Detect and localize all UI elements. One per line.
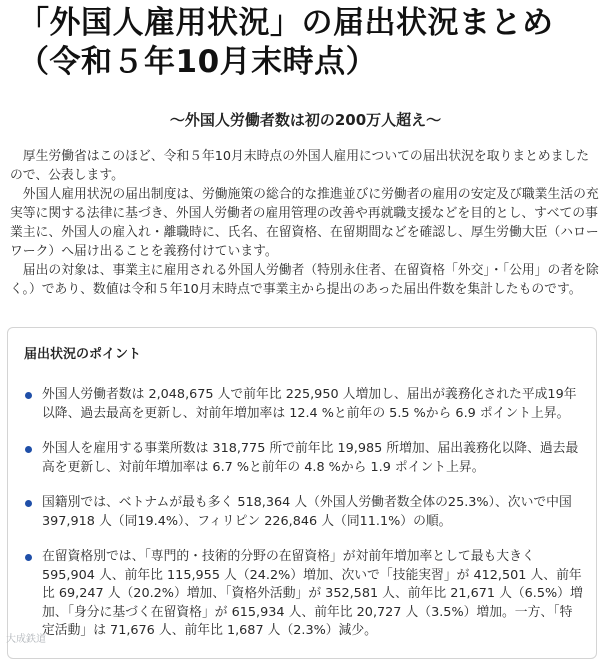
key-point-text: 在留資格別では、「専門的・技術的分野の在留資格」が対前年増加率として最も大きく 595,904 人、前年比 115,955 人（24.2%）増加、次いで「技能実習」が 412,501 人、前年比 69,247 人（20.2%）増加、「資格外活動」が 352,581 人、前年比 21,671 人（6.5%）増加、「身分に基づく在留資格」が 615,934 人、前年比 20,727 人（3.5%）増加。一方、「特定活動」は 71,676 人、前年比 1,687 人（2.3%）減少。 [42, 549, 583, 638]
bullet-icon [25, 446, 32, 453]
key-points-heading: 届出状況のポイント [24, 347, 142, 362]
key-point-item [24, 386, 584, 423]
intro-paragraph: 外国人雇用状況の届出制度は、労働施策の総合的な推進並びに労働者の雇用の安定及び職業生活の充実等に関する法律に基づき、外国人労働者の雇用管理の改善や再就職支援などを目的とし、すべての事業主に、外国人の雇入れ・離職時に、氏名、在留資格、在留期間などを確認し、厚生労働大臣（ハローワーク）へ届け出ることを義務付けています。 [10, 187, 599, 259]
intro-text [10, 147, 602, 299]
key-point-item [24, 548, 584, 641]
bullet-icon [25, 500, 32, 507]
page-title: 「外国人雇用状況」の届出状況まとめ（令和５年10月末時点） [18, 5, 554, 80]
key-point-text: 国籍別では、ベトナムが最も多く 518,364 人（外国人労働者数全体の25.3%）、次いで中国 397,918 人（同19.4%）、フィリピン 226,846 人（同11.1%）の順。 [42, 495, 572, 529]
key-point-text: 外国人を雇用する事業所数は 318,775 所で前年比 19,985 所増加、届出義務化以降、過去最高を更新し、対前年増加率は 6.7 %と前年の 4.8 %から 1.9 ポイント上昇。 [42, 441, 579, 475]
key-point-item [24, 440, 584, 477]
key-point-text: 外国人労働者数は 2,048,675 人で前年比 225,950 人増加し、届出が義務化された平成19年以降、過去最高を更新し、対前年増加率は 12.4 %と前年の 5.5 %から 6.9 ポイント上昇。 [42, 387, 577, 421]
key-points-list [24, 386, 584, 641]
key-point-item [24, 494, 584, 531]
page-subtitle: ～外国人労働者数は初の200万人超え～ [169, 111, 442, 129]
watermark-logo: 大成鉄道 [6, 634, 46, 645]
key-points-box [7, 327, 597, 659]
intro-paragraph: 厚生労働省はこのほど、令和５年10月末時点の外国人雇用についての届出状況を取りまとめました ので、公表します。 [10, 149, 590, 183]
intro-paragraph: 届出の対象は、事業主に雇用される外国人労働者（特別永住者、在留資格「外交」・「公用」の者を除く。）であり、数値は令和５年10月末時点で事業主から提出のあった届出件数を集計したものです。 [10, 263, 599, 297]
bullet-icon [25, 554, 32, 561]
bullet-icon [25, 392, 32, 399]
